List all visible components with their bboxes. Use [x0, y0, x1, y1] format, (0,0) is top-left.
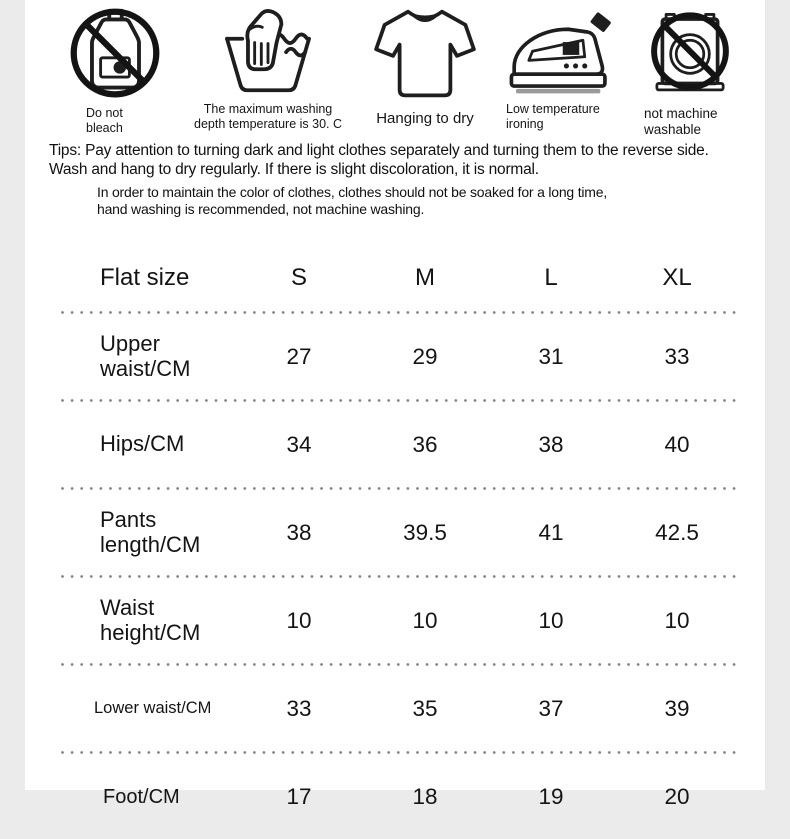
cell-value: 27	[286, 343, 312, 369]
care-label-no-machine-wash: not machine washable	[644, 106, 718, 137]
row-label: Hips/CM	[100, 431, 185, 457]
size-table	[61, 245, 741, 839]
size-table-header	[61, 245, 741, 311]
hand-wash-icon	[206, 8, 330, 100]
table-row-hips	[61, 402, 741, 487]
size-table-header-s: S	[290, 264, 307, 292]
row-label: Pants length/CM	[100, 507, 201, 557]
no-machine-wash-icon	[643, 8, 737, 100]
cell-value: 38	[538, 431, 564, 457]
low-iron-icon	[502, 8, 618, 100]
care-item-no-bleach	[67, 8, 163, 136]
table-row-upper-waist	[61, 314, 741, 399]
size-table-header-xl: XL	[662, 264, 692, 292]
care-item-hang-dry	[373, 8, 477, 128]
cell-value: 10	[286, 607, 312, 633]
care-item-hand-wash	[188, 8, 348, 132]
care-label-no-bleach: Do not bleach	[86, 106, 123, 135]
care-and-size-sheet	[25, 0, 765, 809]
size-table-header-flat-size: Flat size	[100, 263, 190, 291]
cell-value: 40	[664, 431, 690, 457]
cell-value: 33	[286, 695, 312, 721]
size-table-header-m: M	[415, 264, 435, 292]
cell-value: 29	[412, 343, 438, 369]
tips-section	[25, 142, 765, 219]
care-label-hand-wash: The maximum washing depth temperature is 30. C	[194, 102, 342, 131]
cell-value: 33	[664, 343, 690, 369]
cell-value: 19	[538, 783, 564, 809]
care-label-low-iron: Low temperature ironing	[506, 102, 600, 131]
table-row-foot	[61, 754, 741, 839]
row-label: Waist height/CM	[100, 595, 201, 645]
table-row-waist-height	[61, 578, 741, 663]
cell-value: 31	[538, 343, 564, 369]
cell-value: 41	[538, 519, 564, 545]
cell-value: 10	[664, 607, 690, 633]
row-label: Lower waist/CM	[94, 699, 212, 718]
row-label: Foot/CM	[103, 785, 180, 808]
care-instructions-row	[25, 4, 765, 140]
cell-value: 20	[664, 783, 690, 809]
table-row-pants-length	[61, 490, 741, 575]
hang-dry-icon	[373, 8, 477, 100]
tips-main-text: Tips: Pay attention to turning dark and light clothes separately and turning them to the reverse side. Wash and hang to dry regularly. If there is slight discoloration, it is normal.	[49, 142, 709, 178]
row-label: Upper waist/CM	[100, 331, 191, 381]
cell-value: 10	[412, 607, 438, 633]
cell-value: 10	[538, 607, 564, 633]
cell-value: 34	[286, 431, 312, 457]
cell-value: 39.5	[403, 519, 447, 545]
no-bleach-icon	[67, 8, 163, 100]
care-item-no-machine-wash	[643, 8, 737, 138]
cell-value: 37	[538, 695, 564, 721]
care-item-low-iron	[502, 8, 618, 132]
care-label-hang-dry: Hanging to dry	[376, 110, 474, 127]
cell-value: 38	[286, 519, 312, 545]
cell-value: 39	[664, 695, 690, 721]
table-row-lower-waist	[61, 666, 741, 751]
cell-value: 42.5	[655, 519, 699, 545]
size-table-header-l: L	[544, 264, 558, 292]
cell-value: 35	[412, 695, 438, 721]
cell-value: 36	[412, 431, 438, 457]
cell-value: 18	[412, 783, 438, 809]
cell-value: 17	[286, 783, 312, 809]
tips-sub-text: In order to maintain the color of clothes, clothes should not be soaked for a long time, hand washing is recommended, not machine washing.	[97, 183, 608, 218]
